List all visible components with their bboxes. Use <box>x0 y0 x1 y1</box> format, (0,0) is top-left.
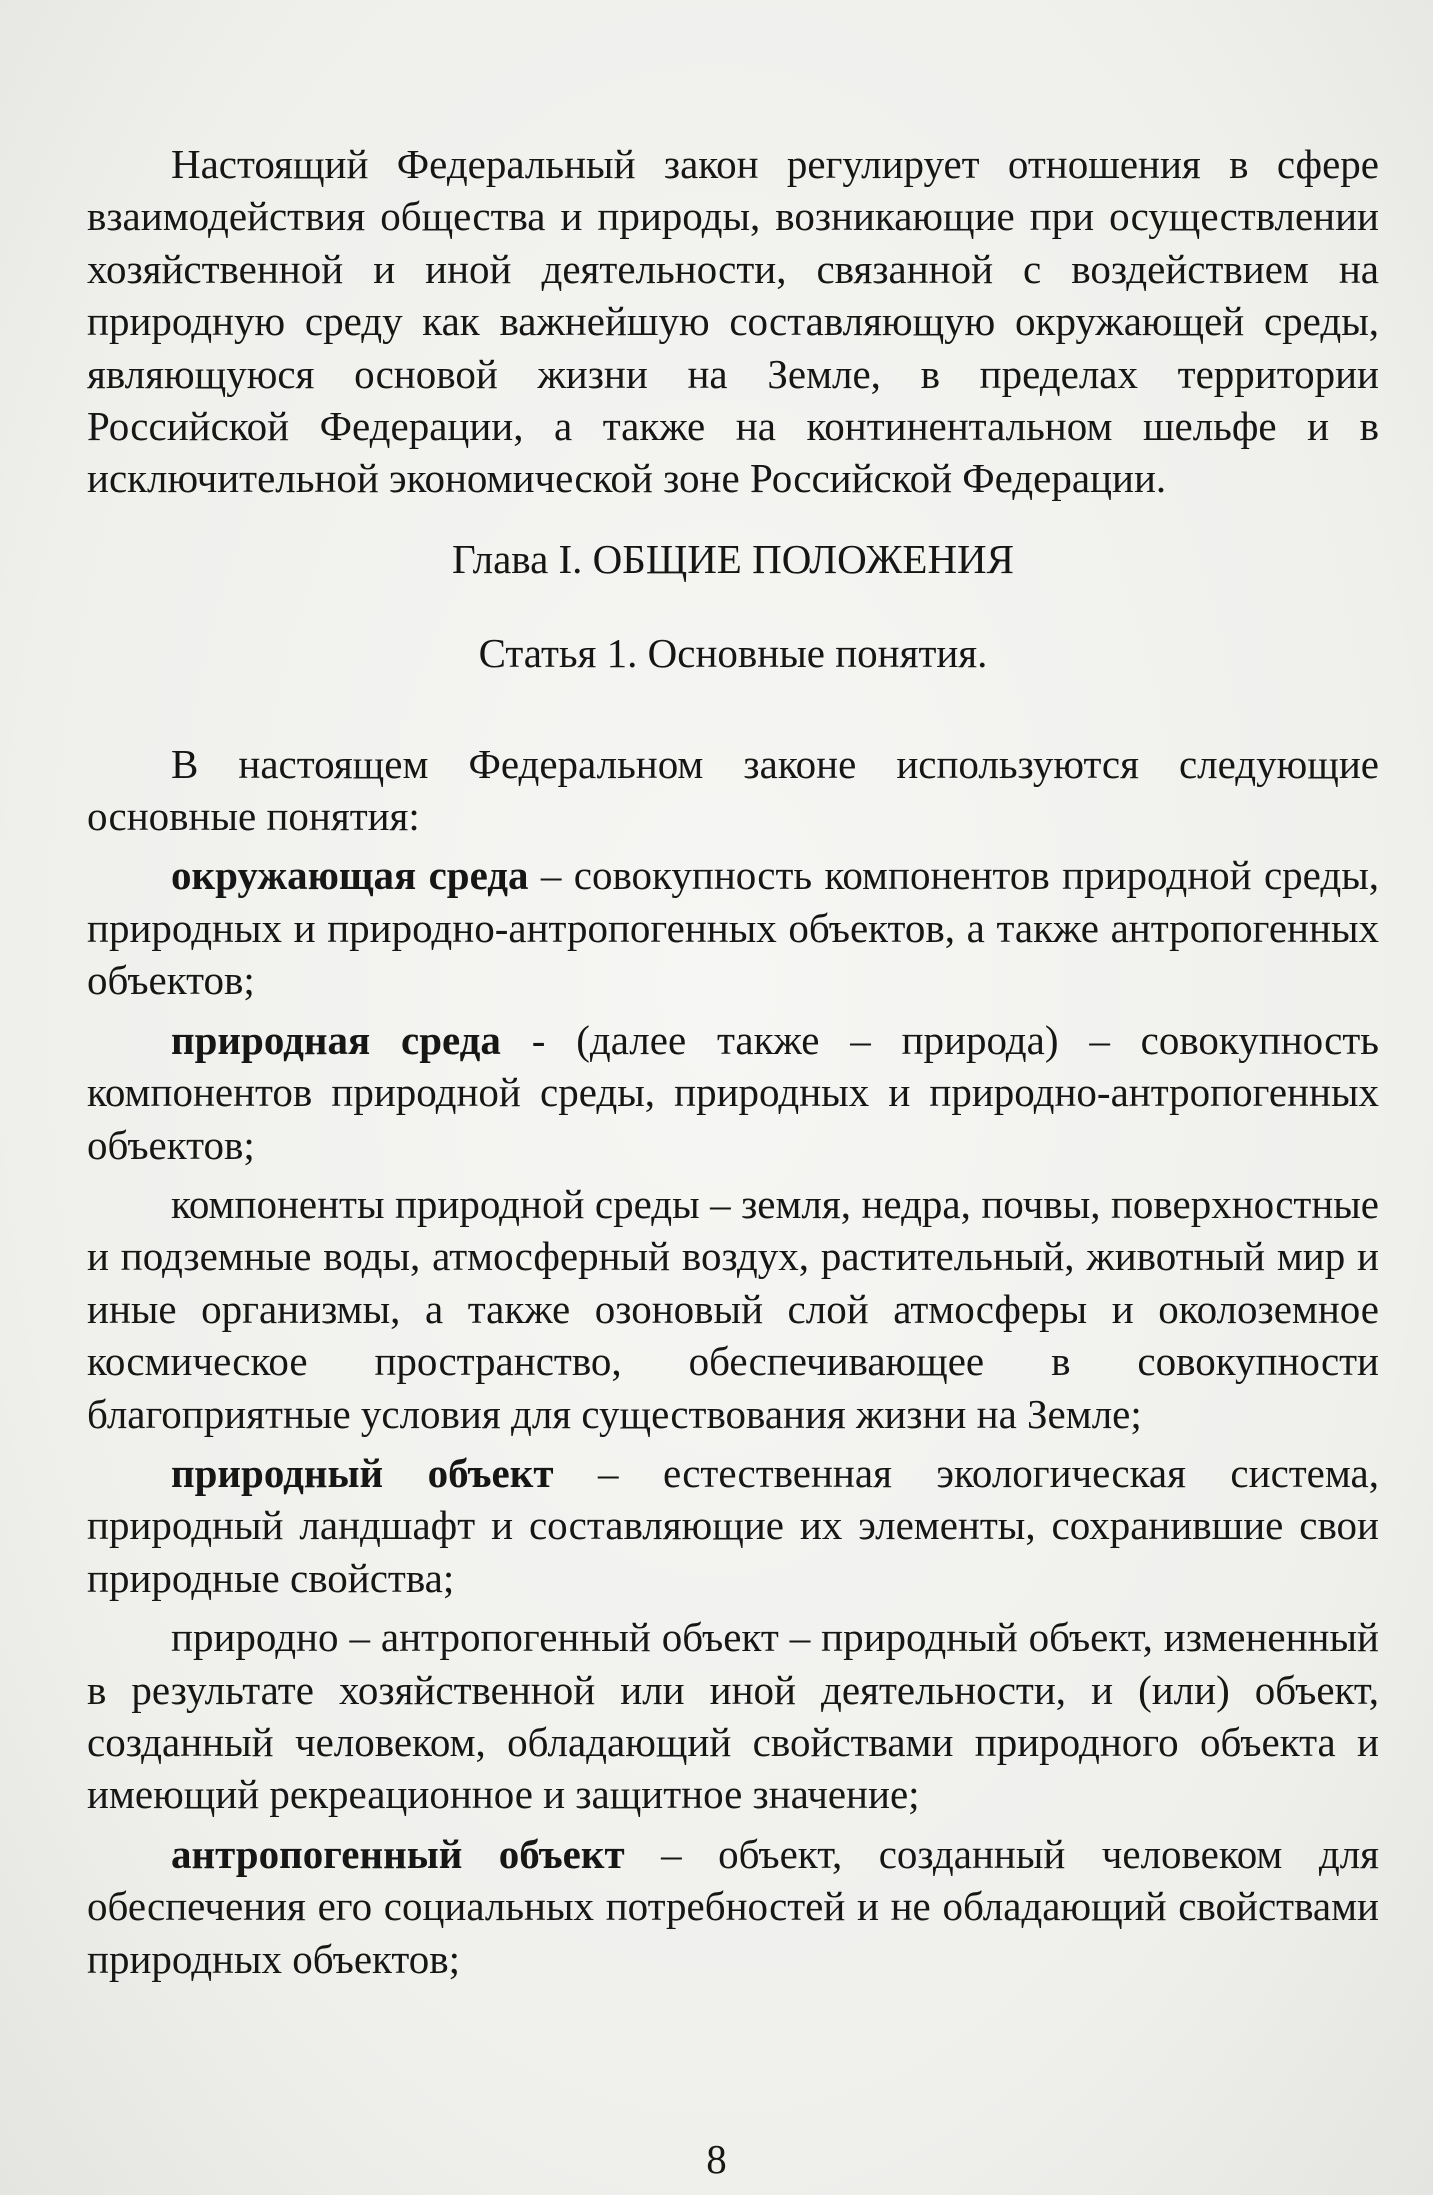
definition-text: – объект, созданный человеком для обеспечения его социальных потребностей и не обладающий свойствами природных объектов; <box>87 1830 1380 1982</box>
definition-term: антропогенный объект <box>171 1830 625 1877</box>
preamble-paragraph: Настоящий Федеральный закон регулирует отношения в сфере взаимодействия общества и природы, возникающие при осуществлении хозяйственной и иной деятельности, связанной с воздействием на природную среду как важнейшую составляющую окружающей среды, являющуюся основой жизни на Земле, в пределах территории Российской Федерации, а также на континентальном шельфе и в исключительной экономической зоне Российской Федерации. <box>87 141 1379 502</box>
definition-text: природно – антропогенный объект – природный объект, измененный в результате хозяйственной или иной деятельности, и (или) объект, созданный человеком, обладающий свойствами природного объекта и имеющий рекреационное и защитное значение; <box>87 1614 1379 1818</box>
definition-natural-anthropogenic-object <box>87 1611 1379 1821</box>
definition-text: - (далее также – природа) – совокупность компонентов природной среды, природных и природно-антропогенных объектов; <box>87 1016 1379 1168</box>
article-heading: Статья 1. Основные понятия. <box>478 630 988 677</box>
definition-term: природный объект <box>171 1449 554 1496</box>
chapter-heading: Глава I. ОБЩИЕ ПОЛОЖЕНИЯ <box>451 535 1015 582</box>
intro-paragraph: В настоящем Федеральном законе используются следующие основные понятия: <box>87 740 1379 840</box>
definition-term: природная среда <box>171 1016 501 1063</box>
definition-text: компоненты природной среды – земля, недра, почвы, поверхностные и подземные воды, атмосферный воздух, растительный, животный мир и иные организмы, а также озоновый слой атмосферы и околоземное космическое пространство, обеспечивающее в совокупности благоприятные условия для существования жизни на Земле; <box>87 1180 1379 1437</box>
law-text <box>87 138 1379 1985</box>
definition-natural-object <box>87 1447 1379 1604</box>
definition-text: – естественная экологическая система, природный ландшафт и составляющие их элементы, сохранившие свои природные свойства; <box>87 1449 1379 1601</box>
definition-text: – совокупность компонентов природной среды, природных и природно-антропогенных объектов, а также антропогенных объектов; <box>87 852 1379 1004</box>
page-number: 8 <box>706 2136 727 2182</box>
definition-term: окружающая среда <box>171 852 529 899</box>
definition-environment <box>87 849 1379 1006</box>
definition-natural-environment <box>87 1014 1379 1171</box>
definition-anthropogenic-object <box>87 1828 1379 1985</box>
definition-natural-components <box>87 1178 1379 1440</box>
